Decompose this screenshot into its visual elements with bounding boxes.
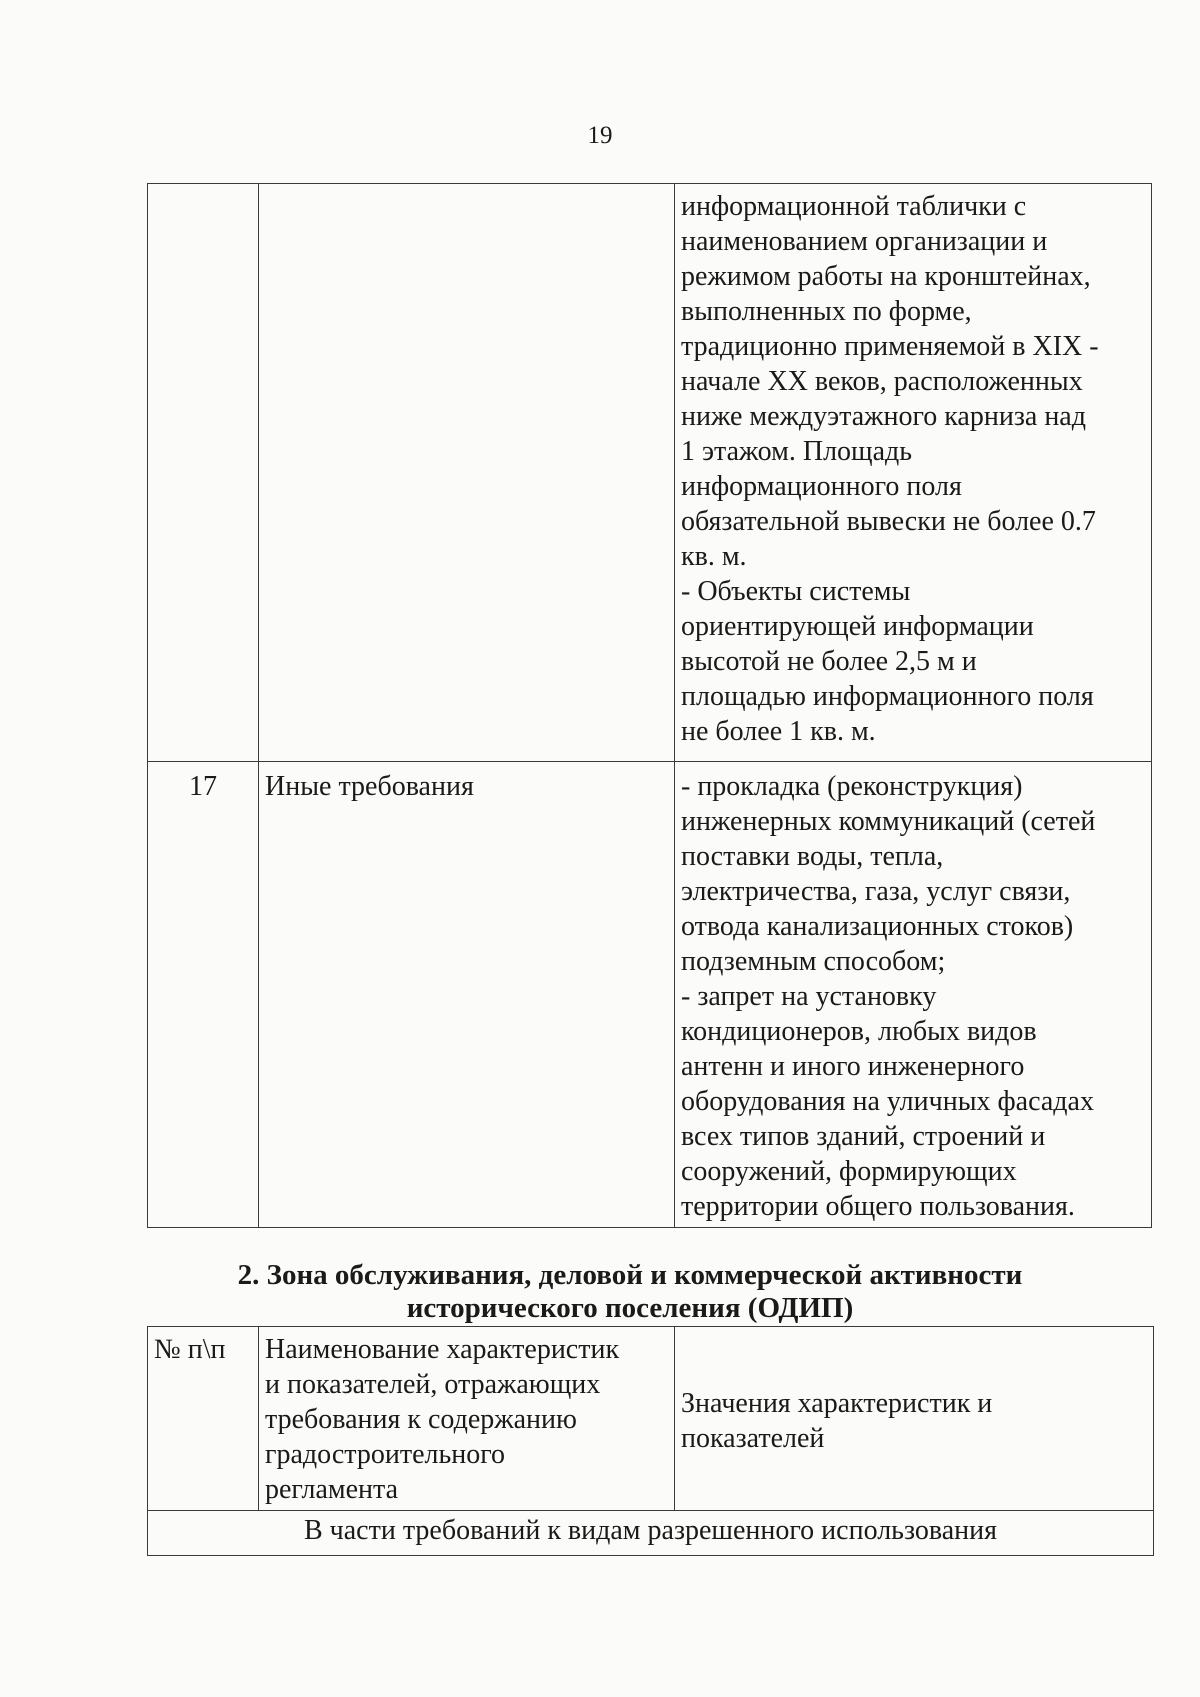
table-section-row xyxy=(148,1511,1154,1556)
row-number-cell xyxy=(148,184,259,762)
section-heading: 2. Зона обслуживания, деловой и коммерческой активности исторического поселения (ОДИП) xyxy=(237,1259,1023,1324)
table-header-row xyxy=(148,1327,1154,1511)
characteristic-name-cell xyxy=(259,184,675,762)
header-name-cell: Наименование характеристик и показателей, отражающих требования к содержанию градостроительного регламента xyxy=(259,1327,675,1511)
characteristic-name-cell: Иные требования xyxy=(259,762,675,1228)
header-value-cell: Значения характеристик и показателей xyxy=(675,1327,1154,1511)
table-row xyxy=(148,184,1152,762)
requirements-table-continued xyxy=(147,183,1152,1228)
zone-odip-table xyxy=(147,1326,1154,1556)
row-number-cell: 17 xyxy=(148,762,259,1228)
section-span-cell: В части требований к видам разрешенного использования xyxy=(148,1511,1154,1556)
table-row xyxy=(148,762,1152,1228)
characteristic-value-cell: информационной таблички с наименованием организации и режимом работы на кронштейнах, выполненных по форме, традиционно применяемой в XIX - начале XX веков, расположенных ниже междуэтажного карниза над 1 этажом. Площадь информационного поля обязательной вывески не более 0.7 кв. м. - Объекты системы ориентирующей информации высотой не более 2,5 м и площадью информационного поля не более 1 кв. м. xyxy=(675,184,1152,762)
header-number-cell: № п\п xyxy=(148,1327,259,1511)
characteristic-value-cell: - прокладка (реконструкция) инженерных коммуникаций (сетей поставки воды, тепла, электричества, газа, услуг связи, отвода канализационных стоков) подземным способом; - запрет на установку кондиционеров, любых видов антенн и иного инженерного оборудования на уличных фасадах всех типов зданий, строений и сооружений, формирующих территории общего пользования. xyxy=(675,762,1152,1228)
page-number: 19 xyxy=(587,122,613,149)
